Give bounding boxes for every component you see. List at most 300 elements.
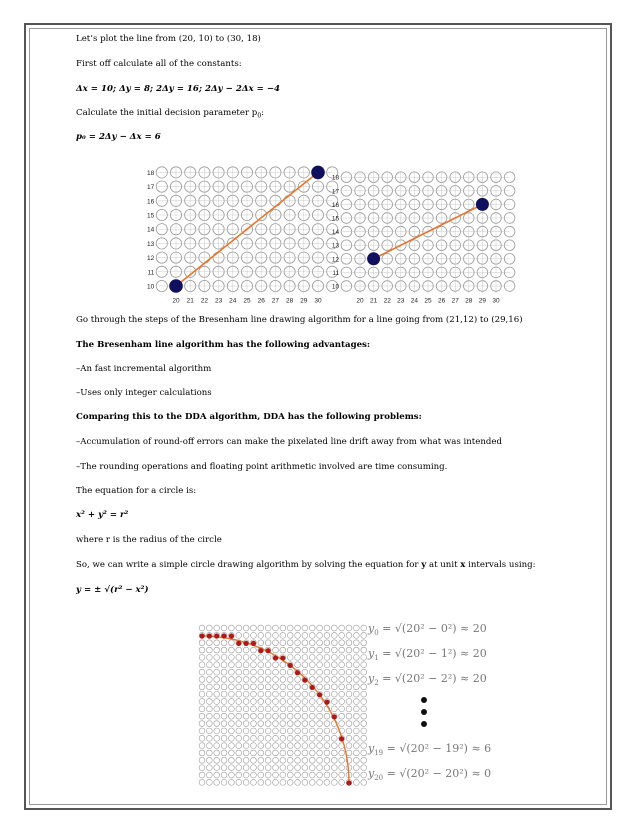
grid-pixel <box>317 721 323 727</box>
dda-problem-2: –The rounding operations and floating point arithmetic involved are time consuming. <box>76 462 448 472</box>
grid-pixel <box>346 735 352 741</box>
grid-pixel <box>302 772 308 778</box>
grid-pixel <box>353 706 359 712</box>
grid-pixel <box>324 735 330 741</box>
grid-pixel <box>302 625 308 631</box>
circle-point <box>310 685 315 690</box>
y-solve-equation: y = ± √(r² − x²) <box>76 585 149 595</box>
grid-pixel <box>214 669 220 675</box>
grid-pixel <box>353 779 359 785</box>
grid-pixel <box>309 655 315 661</box>
y-tick-label: 15 <box>146 212 155 220</box>
start-point <box>169 279 183 293</box>
grid-pixel <box>236 706 242 712</box>
grid-pixel <box>229 640 235 646</box>
grid-pixel <box>353 728 359 734</box>
grid-pixel <box>273 662 279 668</box>
y-tick-label: 13 <box>331 242 340 250</box>
grid-pixel <box>339 640 345 646</box>
grid-pixel <box>353 669 359 675</box>
grid-pixel <box>199 669 205 675</box>
grid-pixel <box>265 713 271 719</box>
grid-pixel <box>221 743 227 749</box>
grid-pixel <box>214 713 220 719</box>
grid-pixel <box>302 669 308 675</box>
grid-pixel <box>346 677 352 683</box>
circle-point <box>258 648 263 653</box>
grid-pixel <box>302 662 308 668</box>
end-point <box>311 166 325 180</box>
grid-pixel <box>214 772 220 778</box>
grid-pixel <box>236 647 242 653</box>
grid-pixel <box>214 699 220 705</box>
ellipsis-dot <box>421 709 427 715</box>
grid-pixel <box>214 655 220 661</box>
grid-pixel <box>243 647 249 653</box>
grid-pixel <box>295 632 301 638</box>
grid-pixel <box>214 757 220 763</box>
advantage-2: –Uses only integer calculations <box>76 388 212 398</box>
grid-pixel <box>346 684 352 690</box>
grid-pixel <box>324 684 330 690</box>
grid-pixel <box>251 655 257 661</box>
grid-pixel <box>265 757 271 763</box>
circle-point <box>266 648 271 653</box>
grid-pixel <box>295 757 301 763</box>
grid-pixel <box>221 662 227 668</box>
grid-pixel <box>331 647 337 653</box>
circle-point <box>236 641 241 646</box>
grid-pixel <box>302 721 308 727</box>
grid-pixel <box>331 662 337 668</box>
grid-pixel <box>295 750 301 756</box>
grid-pixel <box>221 713 227 719</box>
grid-pixel <box>251 677 257 683</box>
grid-pixel <box>273 713 279 719</box>
grid-pixel <box>229 757 235 763</box>
x-tick-label: 28 <box>465 297 473 305</box>
grid-pixel <box>295 640 301 646</box>
grid-pixel <box>251 721 257 727</box>
grid-pixel <box>273 706 279 712</box>
grid-pixel <box>265 684 271 690</box>
grid-pixel <box>273 779 279 785</box>
grid-pixel <box>309 669 315 675</box>
start-point <box>367 252 380 265</box>
grid-pixel <box>258 713 264 719</box>
grid-pixel <box>317 779 323 785</box>
grid-pixel <box>258 691 264 697</box>
advantage-1: –An fast incremental algorithm <box>76 364 212 374</box>
grid-pixel <box>229 691 235 697</box>
grid-pixel <box>324 721 330 727</box>
grid-pixel <box>302 765 308 771</box>
grid-pixel <box>229 655 235 661</box>
grid-pixel <box>331 625 337 631</box>
x-tick-label: 27 <box>451 297 459 305</box>
grid-pixel <box>229 684 235 690</box>
grid-pixel <box>287 691 293 697</box>
grid-pixel <box>317 735 323 741</box>
grid-pixel <box>302 655 308 661</box>
grid-pixel <box>206 655 212 661</box>
grid-pixel <box>339 662 345 668</box>
grid-pixel <box>214 662 220 668</box>
y-tick-label: 13 <box>146 240 155 248</box>
circle-equation-row: $y_{20} = √(20^2 - 20^2) \approx 0$ <box>368 767 492 782</box>
grid-pixel <box>221 640 227 646</box>
grid-pixel <box>302 728 308 734</box>
grid-pixel <box>324 677 330 683</box>
grid-pixel <box>346 743 352 749</box>
grid-pixel <box>339 632 345 638</box>
y-tick-label: 17 <box>146 184 155 192</box>
grid-pixel <box>287 625 293 631</box>
grid-pixel <box>214 765 220 771</box>
circle-point <box>251 641 256 646</box>
grid-pixel <box>206 684 212 690</box>
grid-pixel <box>229 647 235 653</box>
grid-pixel <box>199 640 205 646</box>
grid-pixel <box>199 757 205 763</box>
grid-pixel <box>280 662 286 668</box>
grid-pixel <box>206 779 212 785</box>
grid-pixel <box>309 779 315 785</box>
y-tick-label: 16 <box>146 198 155 206</box>
grid-pixel <box>346 669 352 675</box>
grid-pixel <box>324 625 330 631</box>
grid-pixel <box>258 662 264 668</box>
grid-pixel <box>324 640 330 646</box>
grid-pixel <box>309 691 315 697</box>
grid-pixel <box>353 713 359 719</box>
grid-pixel <box>317 713 323 719</box>
grid-pixel <box>280 757 286 763</box>
grid-pixel <box>331 757 337 763</box>
grid-pixel <box>273 721 279 727</box>
grid-pixel <box>339 691 345 697</box>
grid-pixel <box>221 750 227 756</box>
grid-pixel <box>251 728 257 734</box>
grid-pixel <box>309 677 315 683</box>
grid-pixel <box>243 706 249 712</box>
circle-equations <box>364 622 494 784</box>
grid-pixel <box>353 757 359 763</box>
grid-pixel <box>258 728 264 734</box>
grid-pixel <box>206 721 212 727</box>
grid-pixel <box>258 765 264 771</box>
grid-pixel <box>214 750 220 756</box>
grid-pixel <box>236 655 242 661</box>
grid-pixel <box>331 632 337 638</box>
grid-pixel <box>258 655 264 661</box>
circle-point <box>229 633 234 638</box>
grid-pixel <box>295 662 301 668</box>
grid-pixel <box>295 677 301 683</box>
grid-pixel <box>324 743 330 749</box>
grid-pixel <box>236 728 242 734</box>
circle-equation-row: $y_2 = √(20^2 - 2^2) \approx 20$ <box>368 672 487 687</box>
grid-pixel <box>287 735 293 741</box>
grid-pixel <box>243 655 249 661</box>
grid-pixel <box>214 625 220 631</box>
grid-pixel <box>280 706 286 712</box>
grid-pixel <box>199 721 205 727</box>
grid-pixel <box>339 779 345 785</box>
grid-pixel <box>280 677 286 683</box>
grid-pixel <box>324 713 330 719</box>
x-tick-label: 23 <box>397 297 405 305</box>
grid-pixel <box>353 632 359 638</box>
grid-pixel <box>339 765 345 771</box>
grid-pixel <box>214 684 220 690</box>
grid-pixel <box>324 772 330 778</box>
x-tick-label: 23 <box>214 297 223 305</box>
grid-pixel <box>273 735 279 741</box>
y-tick-label: 18 <box>331 174 340 182</box>
grid-pixel <box>317 757 323 763</box>
grid-pixel <box>324 669 330 675</box>
grid-pixel <box>339 706 345 712</box>
grid-pixel <box>331 765 337 771</box>
grid-pixel <box>243 779 249 785</box>
grid-pixel <box>331 779 337 785</box>
grid-pixel <box>302 647 308 653</box>
grid-pixel <box>302 632 308 638</box>
grid-pixel <box>199 735 205 741</box>
grid-pixel <box>206 750 212 756</box>
grid-pixel <box>258 735 264 741</box>
grid-pixel <box>295 721 301 727</box>
grid-pixel <box>251 765 257 771</box>
grid-pixel <box>295 684 301 690</box>
grid-pixel <box>265 655 271 661</box>
grid-pixel <box>346 721 352 727</box>
grid-pixel <box>229 669 235 675</box>
grid-pixel <box>295 772 301 778</box>
grid-pixel <box>258 757 264 763</box>
grid-pixel <box>229 625 235 631</box>
grid-pixel <box>273 647 279 653</box>
grid-pixel <box>317 647 323 653</box>
grid-pixel <box>229 743 235 749</box>
grid-pixel <box>309 743 315 749</box>
circle-equation: x² + y² = r² <box>76 510 129 520</box>
grid-pixel <box>229 706 235 712</box>
grid-pixel <box>295 743 301 749</box>
x-tick-label: 25 <box>243 297 251 305</box>
circle-point <box>288 663 293 668</box>
grid-pixel <box>331 735 337 741</box>
grid-pixel <box>302 757 308 763</box>
grid-pixel <box>236 757 242 763</box>
circle-point <box>273 655 278 660</box>
circle-point <box>332 714 337 719</box>
grid-pixel <box>265 691 271 697</box>
ellipsis-dot <box>421 721 427 727</box>
grid-pixel <box>199 625 205 631</box>
grid-pixel <box>346 662 352 668</box>
grid-pixel <box>287 721 293 727</box>
grid-pixel <box>309 757 315 763</box>
grid-pixel <box>199 743 205 749</box>
grid-pixel <box>309 625 315 631</box>
circle-point <box>295 670 300 675</box>
grid-pixel <box>236 677 242 683</box>
grid-pixel <box>265 640 271 646</box>
grid-pixel <box>346 706 352 712</box>
grid-pixel <box>251 684 257 690</box>
grid-pixel <box>280 625 286 631</box>
grid-pixel <box>302 706 308 712</box>
grid-pixel <box>309 721 315 727</box>
grid-pixel <box>221 706 227 712</box>
grid-pixel <box>243 669 249 675</box>
grid-pixel <box>199 655 205 661</box>
y-tick-label: 12 <box>146 255 155 263</box>
grid-pixel <box>302 691 308 697</box>
grid-pixel <box>206 691 212 697</box>
grid-pixel <box>251 699 257 705</box>
text-line-6: Go through the steps of the Bresenham line drawing algorithm for a line going from (21,12) to (29,16) <box>76 315 523 325</box>
grid-pixel <box>243 713 249 719</box>
grid-pixel <box>243 677 249 683</box>
grid-pixel <box>221 728 227 734</box>
grid-pixel <box>353 772 359 778</box>
grid-pixel <box>287 743 293 749</box>
x-tick-label: 26 <box>437 297 446 305</box>
dda-problem-1: –Accumulation of round-off errors can make the pixelated line drift away from what was intended <box>76 437 502 447</box>
grid-pixel <box>206 662 212 668</box>
y-tick-label: 10 <box>331 283 340 291</box>
grid-pixel <box>309 735 315 741</box>
grid-pixel <box>251 706 257 712</box>
grid-pixel <box>206 757 212 763</box>
circle-point <box>317 692 322 697</box>
grid-pixel <box>273 750 279 756</box>
grid-pixel <box>324 757 330 763</box>
grid-pixel <box>229 779 235 785</box>
grid-pixel <box>331 691 337 697</box>
grid-pixel <box>287 728 293 734</box>
x-tick-label: 20 <box>356 297 364 305</box>
grid-pixel <box>251 625 257 631</box>
grid-pixel <box>243 757 249 763</box>
text-line-16: So, we can write a simple circle drawing algorithm by solving the equation for y at unit x intervals using: <box>76 560 536 570</box>
grid-pixel <box>273 684 279 690</box>
circle-point <box>324 700 329 705</box>
grid-pixel <box>346 640 352 646</box>
grid-pixel <box>221 691 227 697</box>
grid-pixel <box>251 662 257 668</box>
grid-pixel <box>221 625 227 631</box>
grid-pixel <box>265 735 271 741</box>
p0-equation: p₀ = 2Δy − Δx = 6 <box>76 132 161 142</box>
grid-pixel <box>273 691 279 697</box>
grid-pixel <box>309 647 315 653</box>
end-point <box>476 198 489 211</box>
grid-pixel <box>339 655 345 661</box>
grid-pixel <box>214 640 220 646</box>
grid-pixel <box>353 750 359 756</box>
grid-pixel <box>331 677 337 683</box>
grid-pixel <box>280 750 286 756</box>
grid-pixel <box>302 743 308 749</box>
grid-pixel <box>265 728 271 734</box>
grid-pixel <box>324 750 330 756</box>
grid-pixel <box>317 743 323 749</box>
x-tick-label: 30 <box>492 297 500 305</box>
grid-pixel <box>353 721 359 727</box>
y-tick-label: 16 <box>331 201 340 209</box>
x-tick-label: 21 <box>186 297 194 305</box>
text-line-15: where r is the radius of the circle <box>76 535 222 545</box>
grid-pixel <box>265 669 271 675</box>
grid-pixel <box>243 691 249 697</box>
grid-pixel <box>199 779 205 785</box>
grid-pixel <box>287 757 293 763</box>
grid-pixel <box>229 721 235 727</box>
grid-pixel <box>346 647 352 653</box>
grid-pixel <box>265 699 271 705</box>
grid-pixel <box>287 655 293 661</box>
grid-pixel <box>280 713 286 719</box>
grid-pixel <box>317 706 323 712</box>
grid-pixel <box>236 713 242 719</box>
grid-pixel <box>265 779 271 785</box>
grid-pixel <box>243 625 249 631</box>
grid-pixel <box>287 772 293 778</box>
y-tick-label: 11 <box>147 269 155 277</box>
grid-pixel <box>199 699 205 705</box>
grid-pixel <box>317 728 323 734</box>
grid-pixel <box>199 706 205 712</box>
x-tick-label: 27 <box>271 297 280 305</box>
grid-pixel <box>214 779 220 785</box>
grid-pixel <box>206 647 212 653</box>
grid-pixel <box>287 669 293 675</box>
grid-pixel <box>331 706 337 712</box>
text-line-2: First off calculate all of the constants: <box>76 59 242 69</box>
grid-pixel <box>353 625 359 631</box>
grid-pixel <box>339 772 345 778</box>
grid-pixel <box>309 699 315 705</box>
grid-pixel <box>309 750 315 756</box>
x-tick-label: 25 <box>424 297 432 305</box>
x-tick-label: 22 <box>383 297 391 305</box>
grid-pixel <box>199 684 205 690</box>
grid-pixel <box>243 662 249 668</box>
grid-pixel <box>243 684 249 690</box>
grid-pixel <box>317 772 323 778</box>
y-tick-label: 17 <box>331 188 340 196</box>
grid-pixel <box>353 699 359 705</box>
grid-pixel <box>317 640 323 646</box>
grid-pixel <box>287 765 293 771</box>
grid-pixel <box>243 772 249 778</box>
grid-pixel <box>302 713 308 719</box>
grid-pixel <box>229 728 235 734</box>
grid-pixel <box>251 772 257 778</box>
grid-pixel <box>258 750 264 756</box>
grid-pixel <box>214 677 220 683</box>
grid-pixel <box>199 713 205 719</box>
grid-pixel <box>221 772 227 778</box>
grid-pixel <box>317 684 323 690</box>
grid-pixel <box>287 779 293 785</box>
grid-pixel <box>221 757 227 763</box>
grid-pixel <box>221 779 227 785</box>
